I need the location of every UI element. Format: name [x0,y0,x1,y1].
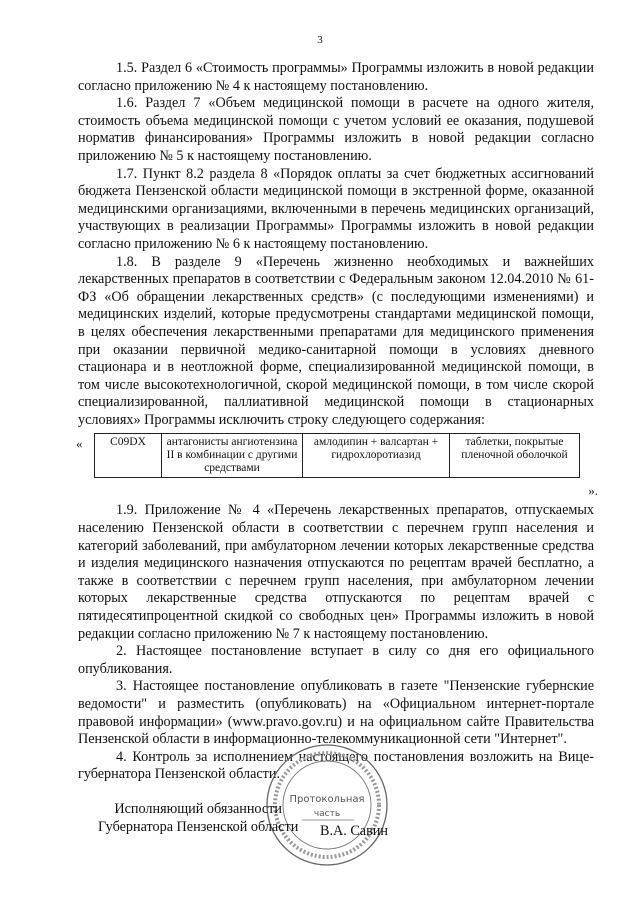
signature-block [78,800,608,860]
signatory-title-line2: Губернатора Пензенской области [98,819,299,835]
paragraph-1-6: 1.6. Раздел 7 «Объем медицинской помощи в расчете на одного жителя, стоимость объема медицинской помощи с учетом условий ее оказания, подушевой норматив финансирования» Программы изложить в новой редакции согласно приложению № 5 к настоящему постановлению. [78,95,594,164]
paragraph-2: 2. Настоящее постановление вступает в силу со дня его официального опубликования. [78,643,594,677]
signatory-name: В.А. Савин [320,823,388,839]
drug-form-cell: таблетки, покрытые пленочной оболочкой [450,434,580,478]
atc-code-cell: C09DX [95,434,162,478]
paragraph-1-8: 1.8. В разделе 9 «Перечень жизненно необходимых и важнейших лекарственных препаратов в соответствии с Федеральным законом 12.04.2010 № 61-ФЗ «Об обращении лекарственных средств» (с последующими изменениями) и медицинских изделий, которые предусмотрены стандартами медицинской помощи, в целях обеспечения лекарственными препаратами для медицинского применения при оказании первичной медико-санитарной помощи в условиях дневного стационара и в неотложной форме, специализированной медицинской помощи, в том числе высокотехнологичной, скорой медицинской помощи, в том числе скорой специализированной, паллиативной медицинской помощи в стационарных условиях» Программы исключить строку следующего содержания: [78,253,594,428]
stamp-text-1: Протокольная [289,794,365,805]
quote-close: ». [588,482,598,498]
paragraph-4: 4. Контроль за исполнением настоящего постановления возложить на Вице-губернатора Пензенской области. [78,748,594,783]
paragraph-3: 3. Настоящее постановление опубликовать в газете "Пензенские губернские ведомости" и разместить (опубликовать) на «Официальном интернет-портале правовой информации» (www.pravo.gov.ru) и на официальном сайте Правительства Пензенской области в информационно-телекоммуникационной сети "Интернет". [78,678,594,748]
drug-table [94,433,580,478]
table-row [95,434,580,478]
paragraph-1-5: 1.5. Раздел 6 «Стоимость программы» Программы изложить в новой редакции согласно приложению № 4 к настоящему постановлению. [78,60,594,94]
excluded-row-block [76,433,598,499]
signatory-title [98,800,298,836]
signatory-title-line1: Исполняющий обязанности [114,801,282,817]
stamp-text-2: часть [313,809,341,819]
drug-name-cell: амлодипин + валсартан + гидрохлоротиазид [303,434,450,478]
document-body [76,60,598,784]
paragraph-1-7: 1.7. Пункт 8.2 раздела 8 «Порядок оплаты за счет бюджетных ассигнований бюджета Пензенской области медицинской помощи в экстренной форме, оказанной медицинскими организациями, включенными в перечень медицинских организаций, участвующих в реализации Программы» Программы изложить в новой редакции согласно приложению № 6 к настоящему постановлению. [78,165,594,252]
quote-open: « [76,436,83,452]
page-number: 3 [317,34,323,46]
paragraph-1-9: 1.9. Приложение № 4 «Перечень лекарственных препаратов, отпускаемых населению Пензенской области в соответствии с перечнем групп населения и категорий заболеваний, при амбулаторном лечении которых лекарственные средства и изделия медицинского назначения отпускаются по рецептам врачей бесплатно, а также в соответствии с перечнем групп населения, при амбулаторном лечении которых лекарственные средства отпускаются по рецептам врачей с пятидесятипроцентной скидкой со свободных цен» Программы изложить в новой редакции согласно приложению № 7 к настоящему постановлению. [78,502,594,642]
drug-group-cell: антагонисты ангиотензина II в комбинации с другими средствами [162,434,303,478]
